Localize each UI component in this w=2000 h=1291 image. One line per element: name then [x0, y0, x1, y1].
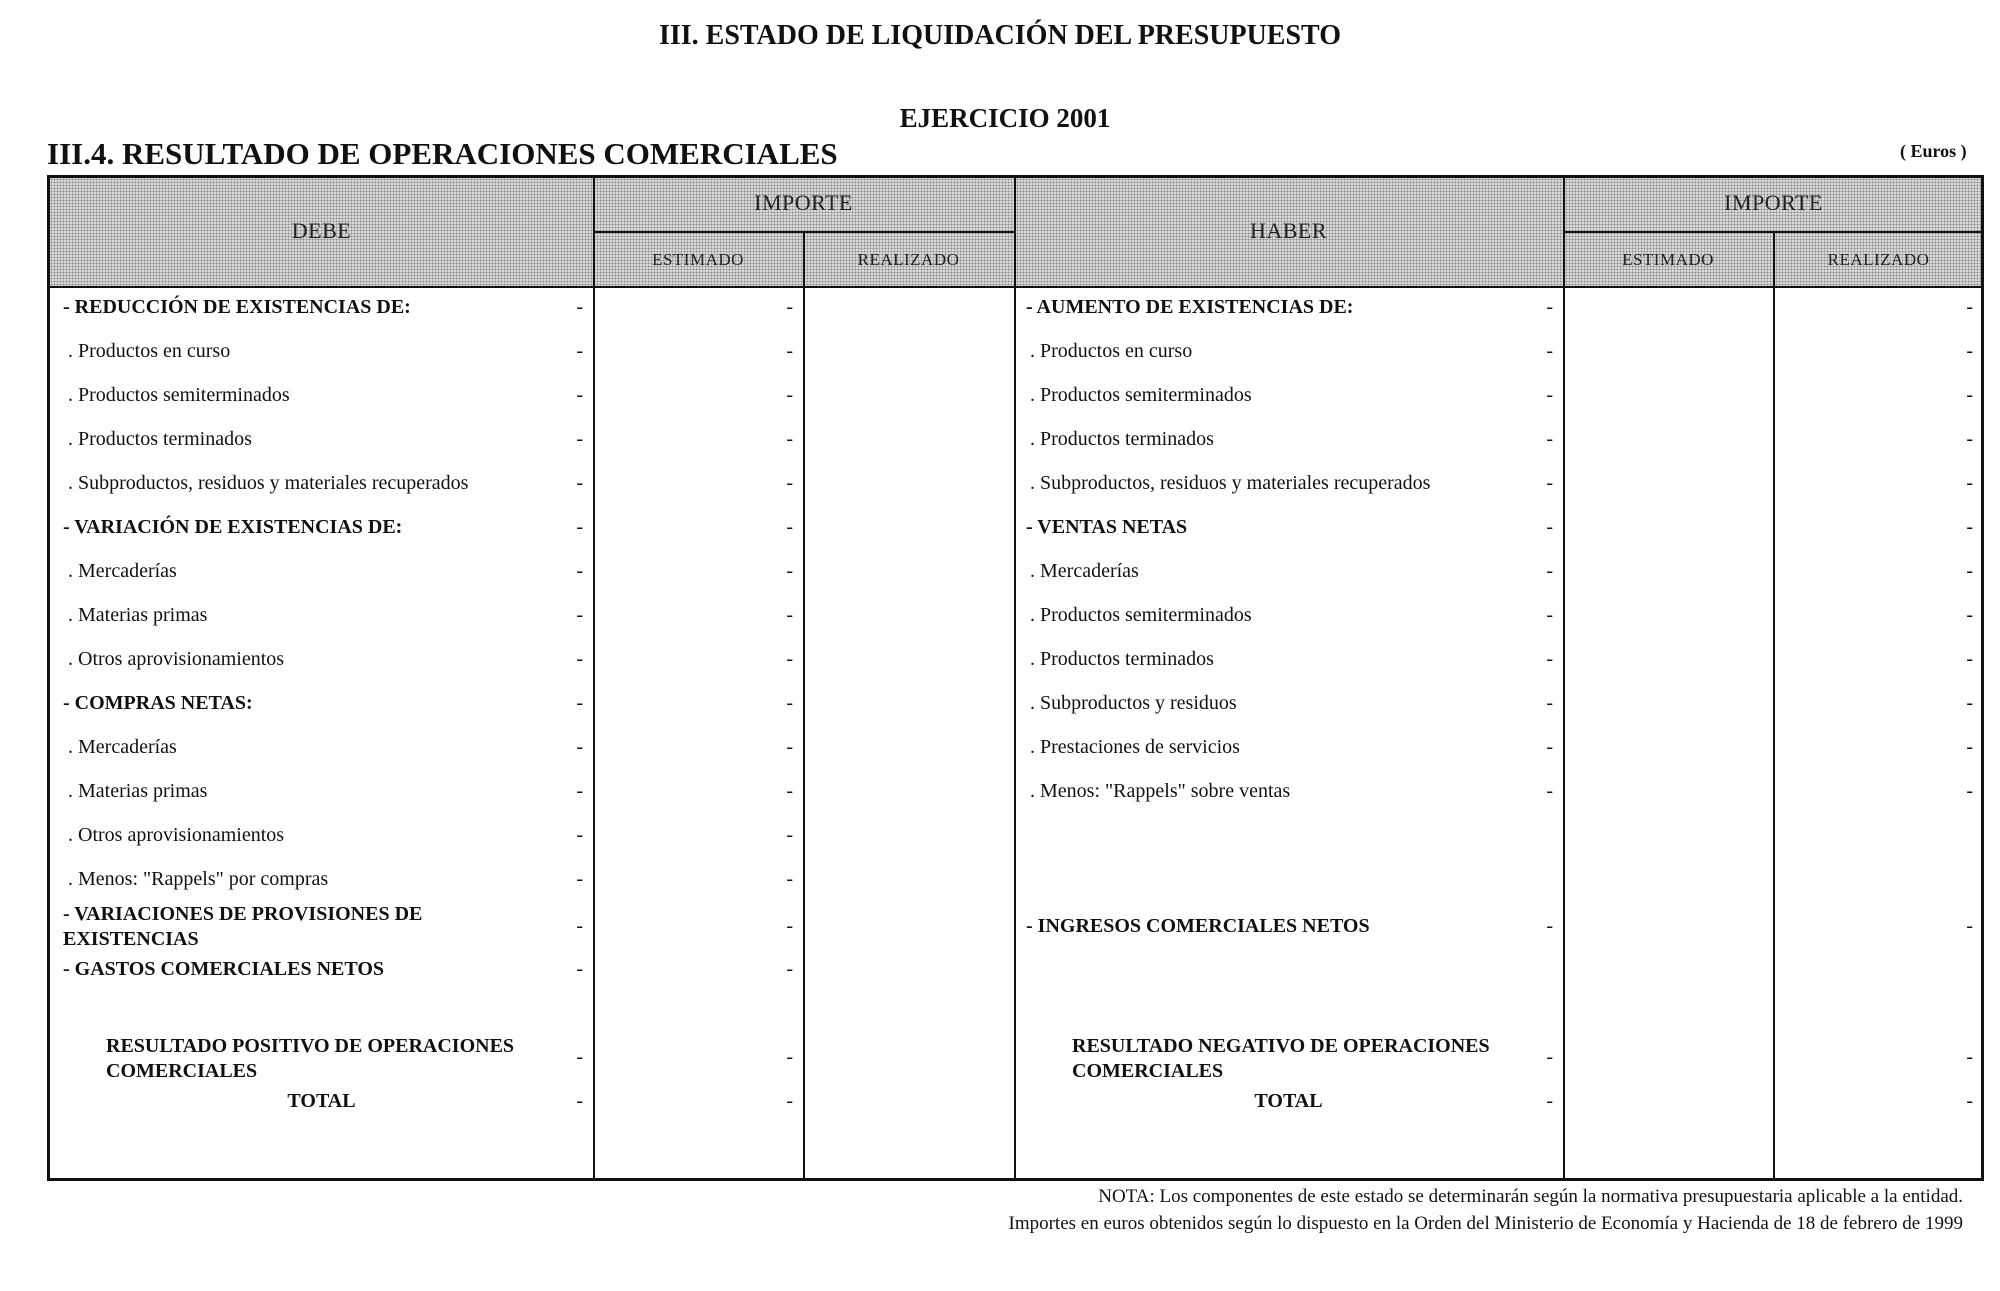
header-realizado-debe: REALIZADO: [857, 250, 960, 269]
haber-row-label: . Mercaderías: [1030, 560, 1139, 582]
haber-estimado-amount: -: [1546, 780, 1553, 802]
haber-row-label: . Productos semiterminados: [1030, 604, 1252, 626]
haber-row-label: - INGRESOS COMERCIALES NETOS: [1026, 915, 1370, 937]
debe-realizado-amount: -: [786, 296, 793, 318]
debe-row-label: . Productos en curso: [68, 340, 231, 362]
haber-estimado-amount: -: [1546, 915, 1553, 937]
haber-estimado-amount: -: [1546, 384, 1553, 406]
debe-row-label: - GASTOS COMERCIALES NETOS: [63, 958, 385, 980]
haber-estimado-amount: -: [1546, 648, 1553, 670]
debe-realizado-amount: -: [786, 340, 793, 362]
col-divider: [593, 178, 595, 1178]
page-title: III. ESTADO DE LIQUIDACIÓN DEL PRESUPUESTO: [658, 20, 1342, 51]
haber-realizado-amount: -: [1966, 915, 1973, 937]
section-title: III.4. RESULTADO DE OPERACIONES COMERCIALES: [47, 136, 838, 171]
haber-realizado-amount: -: [1966, 1046, 1973, 1068]
haber-realizado-amount: -: [1966, 736, 1973, 758]
debe-estimado-amount: -: [576, 736, 583, 758]
debe-row-label: . Materias primas: [68, 604, 208, 626]
debe-realizado-amount: -: [786, 560, 793, 582]
debe-realizado-amount: -: [786, 736, 793, 758]
col-divider: [1563, 178, 1565, 1178]
debe-row-label: . Productos semiterminados: [68, 384, 290, 406]
debe-estimado-amount: -: [576, 604, 583, 626]
col-divider: [803, 231, 805, 1178]
debe-row-label: . Menos: "Rappels" por compras: [68, 868, 329, 890]
note-line-2: Importes en euros obtenidos según lo dispuesto en la Orden del Ministerio de Economía y Hacienda de 18 de febrero de 1999: [1008, 1213, 1963, 1234]
haber-realizado-amount: -: [1966, 780, 1973, 802]
header-divider: [1563, 231, 1984, 233]
debe-estimado-amount: -: [576, 1046, 583, 1068]
debe-estimado-amount: -: [576, 340, 583, 362]
debe-estimado-amount: -: [576, 560, 583, 582]
haber-estimado-amount: -: [1546, 692, 1553, 714]
haber-row-label: . Subproductos y residuos: [1030, 692, 1237, 714]
haber-estimado-amount: -: [1546, 736, 1553, 758]
debe-row-label: . Otros aprovisionamientos: [68, 648, 285, 670]
header-estimado-haber: ESTIMADO: [1622, 250, 1714, 269]
haber-row-label: . Productos terminados: [1030, 428, 1214, 450]
debe-row-label: - VARIACIÓN DE EXISTENCIAS DE:: [63, 516, 403, 538]
col-divider: [1773, 231, 1775, 1178]
haber-estimado-amount: -: [1546, 428, 1553, 450]
debe-realizado-amount: -: [786, 958, 793, 980]
debe-row-label: . Mercaderías: [68, 736, 177, 758]
currency-units-label: ( Euros ): [1900, 141, 1967, 161]
haber-realizado-amount: -: [1966, 560, 1973, 582]
debe-estimado-amount: -: [576, 648, 583, 670]
results-table: [47, 175, 1984, 1181]
haber-realizado-amount: -: [1966, 648, 1973, 670]
debe-estimado-amount: -: [576, 384, 583, 406]
debe-realizado-amount: -: [786, 1046, 793, 1068]
header-haber: HABER: [1249, 218, 1328, 243]
haber-estimado-amount: -: [1546, 516, 1553, 538]
debe-estimado-amount: -: [576, 1090, 583, 1112]
haber-realizado-amount: -: [1966, 1090, 1973, 1112]
debe-row-label: - REDUCCIÓN DE EXISTENCIAS DE:: [63, 296, 411, 318]
debe-row-label: . Materias primas: [68, 780, 208, 802]
col-divider: [1014, 178, 1016, 1178]
debe-result-label: RESULTADO POSITIVO DE OPERACIONES COMERCIALES: [106, 1035, 515, 1082]
header-bottom-line: [50, 286, 1981, 288]
debe-realizado-amount: -: [786, 604, 793, 626]
haber-realizado-amount: -: [1966, 604, 1973, 626]
fiscal-year-label: EJERCICIO 2001: [899, 103, 1111, 133]
debe-estimado-amount: -: [576, 868, 583, 890]
haber-row-label: . Productos en curso: [1030, 340, 1193, 362]
debe-row-label: . Productos terminados: [68, 428, 252, 450]
header-importe-debe: IMPORTE: [754, 190, 853, 215]
haber-realizado-amount: -: [1966, 516, 1973, 538]
debe-row-label: - COMPRAS NETAS:: [63, 692, 253, 714]
haber-estimado-amount: -: [1546, 560, 1553, 582]
haber-realizado-amount: -: [1966, 428, 1973, 450]
haber-result-label: RESULTADO NEGATIVO DE OPERACIONES COMERCIALES: [1072, 1035, 1490, 1082]
haber-row-label: . Productos semiterminados: [1030, 384, 1252, 406]
debe-estimado-amount: -: [576, 692, 583, 714]
debe-realizado-amount: -: [786, 780, 793, 802]
note-line-1: NOTA: Los componentes de este estado se determinarán según la normativa presupuestaria aplicable a la entidad.: [1098, 1186, 1963, 1207]
haber-realizado-amount: -: [1966, 384, 1973, 406]
header-realizado-haber: REALIZADO: [1827, 250, 1930, 269]
haber-row-label: - AUMENTO DE EXISTENCIAS DE:: [1026, 296, 1354, 318]
debe-realizado-amount: -: [786, 915, 793, 937]
header-debe: DEBE: [291, 218, 352, 243]
haber-realizado-amount: -: [1966, 472, 1973, 494]
haber-row-label: . Subproductos, residuos y materiales recuperados: [1030, 472, 1431, 494]
debe-estimado-amount: -: [576, 472, 583, 494]
debe-row-label: . Otros aprovisionamientos: [68, 824, 285, 846]
haber-estimado-amount: -: [1546, 604, 1553, 626]
haber-row-label: . Productos terminados: [1030, 648, 1214, 670]
haber-realizado-amount: -: [1966, 692, 1973, 714]
debe-estimado-amount: -: [576, 428, 583, 450]
header-divider: [593, 231, 1014, 233]
haber-estimado-amount: -: [1546, 472, 1553, 494]
header-estimado-debe: ESTIMADO: [652, 250, 744, 269]
debe-realizado-amount: -: [786, 516, 793, 538]
haber-estimado-amount: -: [1546, 1090, 1553, 1112]
debe-realizado-amount: -: [786, 868, 793, 890]
debe-estimado-amount: -: [576, 958, 583, 980]
haber-estimado-amount: -: [1546, 340, 1553, 362]
debe-realizado-amount: -: [786, 428, 793, 450]
debe-total-label: TOTAL: [287, 1090, 356, 1112]
haber-estimado-amount: -: [1546, 1046, 1553, 1068]
haber-total-label: TOTAL: [1254, 1090, 1323, 1112]
debe-row-label: - VARIACIONES DE PROVISIONES DE EXISTENCIAS: [63, 903, 423, 950]
header-importe-haber: IMPORTE: [1724, 190, 1823, 215]
debe-estimado-amount: -: [576, 824, 583, 846]
debe-realizado-amount: -: [786, 1090, 793, 1112]
haber-row-label: . Prestaciones de servicios: [1030, 736, 1240, 758]
debe-estimado-amount: -: [576, 780, 583, 802]
debe-realizado-amount: -: [786, 824, 793, 846]
debe-realizado-amount: -: [786, 384, 793, 406]
debe-row-label: . Subproductos, residuos y materiales recuperados: [68, 472, 469, 494]
debe-estimado-amount: -: [576, 915, 583, 937]
haber-realizado-amount: -: [1966, 340, 1973, 362]
debe-row-label: . Mercaderías: [68, 560, 177, 582]
debe-estimado-amount: -: [576, 516, 583, 538]
debe-realizado-amount: -: [786, 472, 793, 494]
haber-estimado-amount: -: [1546, 296, 1553, 318]
haber-row-label: - VENTAS NETAS: [1026, 516, 1188, 538]
haber-realizado-amount: -: [1966, 296, 1973, 318]
haber-row-label: . Menos: "Rappels" sobre ventas: [1030, 780, 1291, 802]
debe-estimado-amount: -: [576, 296, 583, 318]
debe-realizado-amount: -: [786, 648, 793, 670]
debe-realizado-amount: -: [786, 692, 793, 714]
